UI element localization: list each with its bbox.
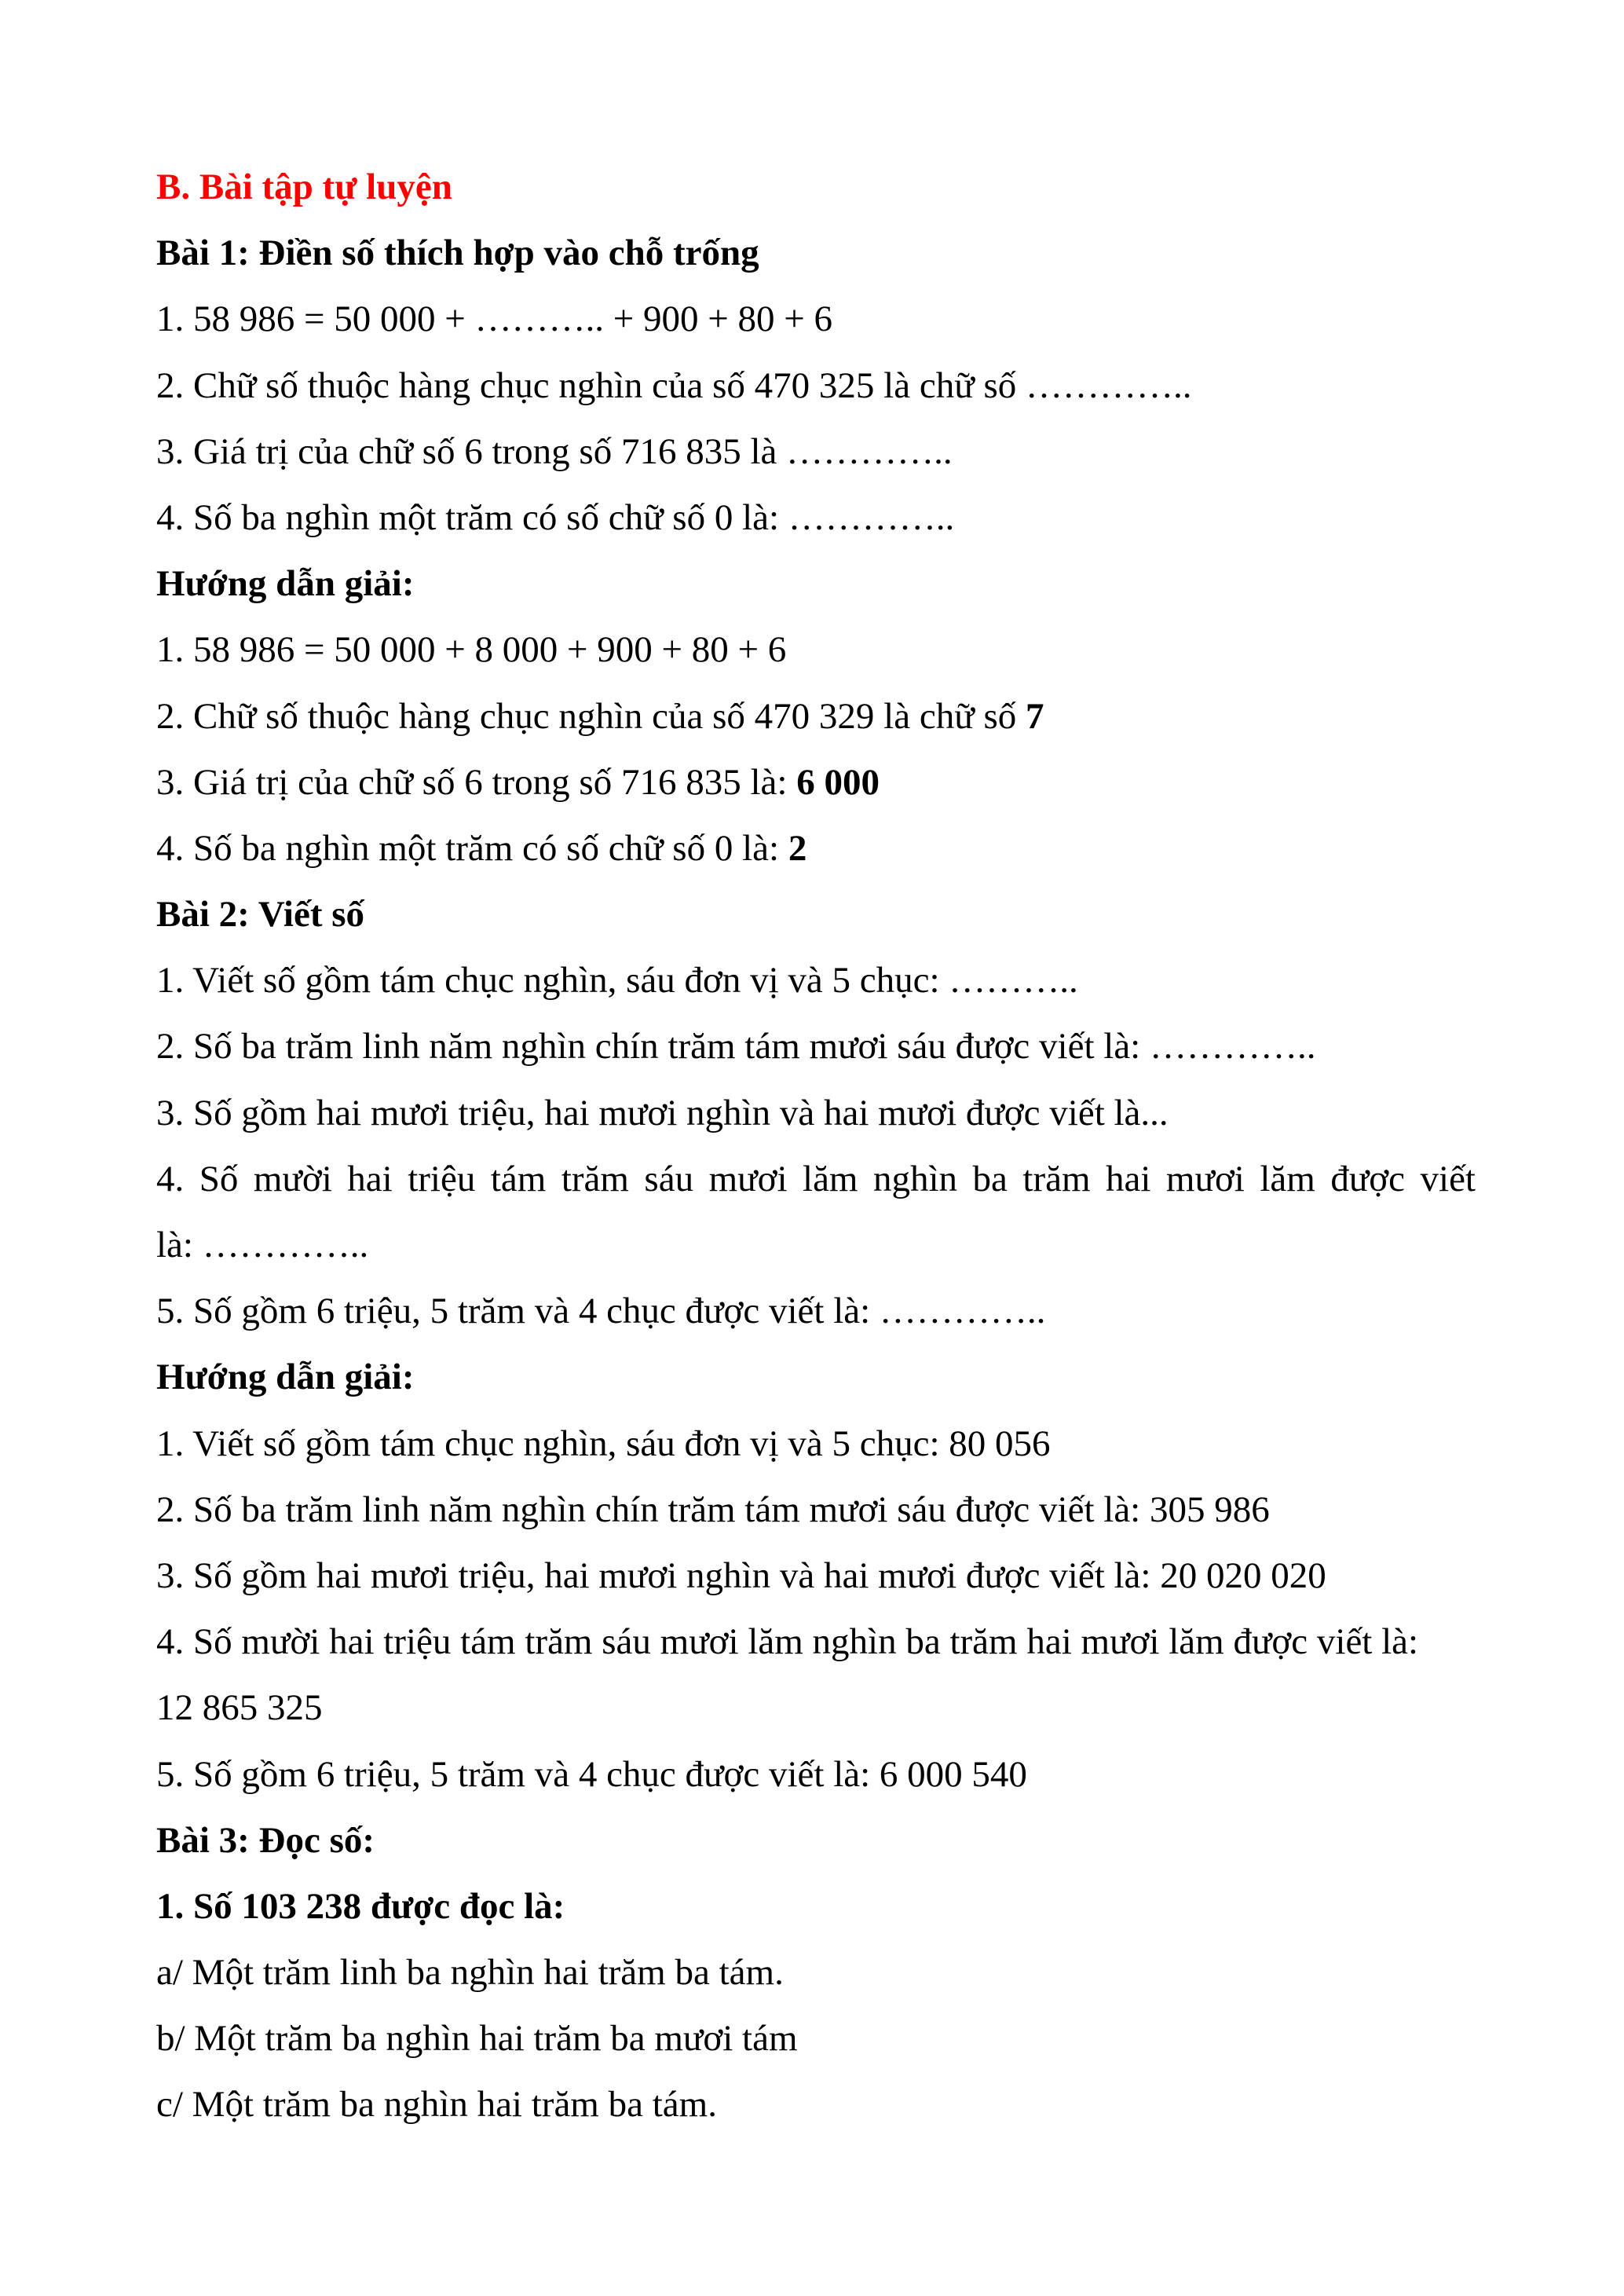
bai1-item-1: 1. 58 986 = 50 000 + ……….. + 900 + 80 + 6 bbox=[156, 298, 833, 340]
bai3-title: Bài 3: Đọc số: bbox=[156, 1819, 375, 1861]
bai1-answer-2-text: 2. Chữ số thuộc hàng chục nghìn của số 470 329 là chữ số bbox=[156, 695, 1026, 737]
bai1-answer-3-text: 3. Giá trị của chữ số 6 trong số 716 835 là: bbox=[156, 761, 797, 803]
bai2-item-5: 5. Số gồm 6 triệu, 5 trăm và 4 chục được viết là: ………….. bbox=[156, 1291, 1046, 1332]
bai1-answer-4-bold: 2 bbox=[788, 827, 807, 869]
bai2-answer-3: 3. Số gồm hai mươi triệu, hai mươi nghìn và hai mươi được viết là: 20 020 020 bbox=[156, 1554, 1326, 1596]
bai1-item-2: 2. Chữ số thuộc hàng chục nghìn của số 470 325 là chữ số ………….. bbox=[156, 364, 1192, 406]
bai2-title: Bài 2: Viết số bbox=[156, 894, 365, 936]
bai1-answer-4-text: 4. Số ba nghìn một trăm có số chữ số 0 là: bbox=[156, 827, 788, 869]
bai1-item-3: 3. Giá trị của chữ số 6 trong số 716 835 là ………….. bbox=[156, 430, 953, 472]
bai2-item-4-continued: là: ………….. bbox=[156, 1225, 369, 1265]
bai3-option-b: b/ Một trăm ba nghìn hai trăm ba mươi tám bbox=[156, 2018, 798, 2060]
bai1-answer-2 bbox=[156, 683, 1476, 749]
document-page bbox=[156, 154, 1476, 2138]
bai1-guide-title: Hướng dẫn giải: bbox=[156, 563, 415, 605]
bai1-answer-3-bold: 6 000 bbox=[796, 761, 880, 803]
bai2-guide-title: Hướng dẫn giải: bbox=[156, 1357, 415, 1398]
bai2-item-4: 4. Số mười hai triệu tám trăm sáu mươi lăm nghìn ba trăm hai mươi lăm được viết bbox=[156, 1158, 1476, 1199]
bai1-item-4: 4. Số ba nghìn một trăm có số chữ số 0 là: ………….. bbox=[156, 496, 955, 538]
bai2-answer-2: 2. Số ba trăm linh năm nghìn chín trăm tám mươi sáu được viết là: 305 986 bbox=[156, 1489, 1270, 1530]
bai1-answer-1 bbox=[156, 617, 1476, 683]
bai3-question-1: 1. Số 103 238 được đọc là: bbox=[156, 1885, 565, 1927]
bai3-option-a: a/ Một trăm linh ba nghìn hai trăm ba tám. bbox=[156, 1952, 784, 1994]
bai1-answer-3 bbox=[156, 749, 1476, 815]
bai3-option-c: c/ Một trăm ba nghìn hai trăm ba tám. bbox=[156, 2084, 717, 2126]
section-heading: B. Bài tập tự luyện bbox=[156, 167, 452, 207]
bai1-answer-1-text: 1. 58 986 = 50 000 + 8 000 + 900 + 80 + 6 bbox=[156, 629, 787, 671]
bai2-answer-1: 1. Viết số gồm tám chục nghìn, sáu đơn vị và 5 chục: 80 056 bbox=[156, 1423, 1051, 1464]
bai2-item-2: 2. Số ba trăm linh năm nghìn chín trăm tám mươi sáu được viết là: ………….. bbox=[156, 1026, 1316, 1067]
bai1-answer-2-bold: 7 bbox=[1025, 695, 1044, 737]
bai2-answer-5: 5. Số gồm 6 triệu, 5 trăm và 4 chục được viết là: 6 000 540 bbox=[156, 1753, 1027, 1795]
bai2-answer-4: 4. Số mười hai triệu tám trăm sáu mươi lăm nghìn ba trăm hai mươi lăm được viết là: bbox=[156, 1621, 1419, 1663]
bai2-answer-4-continued: 12 865 325 bbox=[156, 1687, 323, 1729]
bai2-item-3: 3. Số gồm hai mươi triệu, hai mươi nghìn và hai mươi được viết là... bbox=[156, 1092, 1169, 1133]
bai1-answer-4 bbox=[156, 815, 1476, 881]
bai2-item-1: 1. Viết số gồm tám chục nghìn, sáu đơn vị và 5 chục: ……….. bbox=[156, 960, 1078, 1002]
bai1-title: Bài 1: Điền số thích hợp vào chỗ trống bbox=[156, 233, 759, 274]
